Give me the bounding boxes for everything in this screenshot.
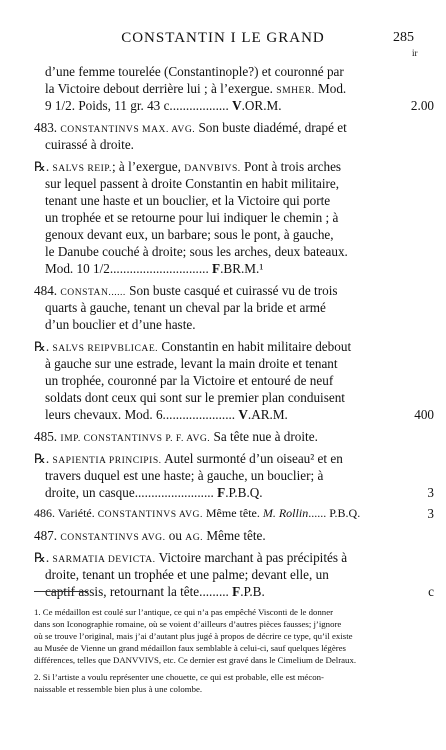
footnote-line: différences, telles que DANVVIVS, etc. Ce dernier est gravé dans le Cimelium de Delraux.: [34, 655, 357, 665]
text-line: sur lequel passent à droite Constantin en habit militaire,: [45, 176, 340, 191]
footnote-line: naissable et ressemble bien plus à une colombe.: [34, 684, 203, 694]
footnote-rule: [34, 591, 88, 592]
text-line: ℞. SARMATIA DEVICTA. Victoire marchant à pas précipités à: [34, 550, 348, 565]
text-line: un trophée, couronné par la Victoire et entouré de neuf: [45, 373, 334, 388]
text-line: 487. CONSTANTINVS AVG. ou AG. Même tête.: [34, 528, 266, 543]
footnote-line: au Musée de Vienne un grand médaillon faux semblable à celui-ci, sauf quelques légères: [34, 643, 346, 653]
value-entry: 2.00: [410, 98, 434, 113]
text-line: à gauche sur une estrade, levant la main droite et tenant: [45, 356, 338, 371]
footnote-line: dans son Iconographie romaine, où se voient d’ailleurs d’autres pièces fausses; j’ignore: [34, 619, 342, 629]
text-line: 484. CONSTAN...... Son buste casqué et cuirassé vu de trois: [34, 283, 338, 298]
text-line: travers duquel est une haste; à gauche, un bouclier; à: [45, 468, 324, 483]
running-title: CONSTANTIN I LE GRAND: [121, 30, 325, 46]
text-line: ℞. SALVS REIPVBLICAE. Constantin en habit militaire debout: [34, 339, 352, 354]
text-line: le Danube couché à droite; sous les arches, deux bateaux.: [45, 244, 348, 259]
text-line: d’un bouclier et d’une haste.: [45, 317, 196, 332]
text-line: un trophée et se retourne pour lui indiquer le chemin ; à: [45, 210, 339, 225]
text-line: 483. CONSTANTINVS MAX. AVG. Son buste diadémé, drapé et: [34, 120, 347, 135]
footnote-line: où se trouve l’original, mais j’ai d’autant plus jugé à propos de décrire ce type, qu’il existe: [34, 631, 353, 641]
text-line: Mod. 10 1/2.............................. F.BR.M.¹: [45, 261, 264, 276]
text-line: ℞. SALVS REIP.; à l’exergue, DANVBIVS. Pont à trois arches: [34, 159, 342, 174]
footnote-line: 2. Si l’artiste a voulu représenter une chouette, ce qui est probable, elle est mécon-: [34, 672, 324, 682]
text-line: 486. Variété. CONSTANTINVS AVG. Même tête. M. Rollin...... P.B.Q.: [34, 506, 361, 520]
text-line: la Victoire debout derrière lui ; à l’exergue. SMHER. Mod.: [45, 81, 347, 96]
value-entry: 3: [427, 506, 434, 521]
text-line: droite, un casque........................ F.P.B.Q.: [45, 485, 263, 500]
value-entry: 400: [414, 407, 434, 422]
text-line: captif assis, retournant la tête......... F.P.B.: [45, 584, 265, 599]
text-line: ℞. SAPIENTIA PRINCIPIS. Autel surmonté d’un oiseau² et en: [34, 451, 343, 466]
text-line: genoux devant eux, un barbare; sous le pont, à gauche,: [45, 227, 334, 242]
value-entry: 3: [427, 485, 434, 500]
text-line: d’une femme tourelée (Constantinople?) et couronné par: [45, 64, 344, 79]
text-line: cuirassé à droite.: [45, 137, 134, 152]
text-line: 485. IMP. CONSTANTINVS P. F. AVG. Sa tête nue à droite.: [34, 429, 318, 444]
text-line: 9 1/2. Poids, 11 gr. 43 c.................. V.OR.M.: [45, 98, 282, 113]
footnote-line: 1. Ce médaillon est coulé sur l’antique, ce qui n’a pas empêché Visconti de le donner: [34, 607, 334, 617]
text-line: quarts à gauche, tenant un cheval par la bride et armé: [45, 300, 326, 315]
corner-mark: ir: [412, 48, 418, 58]
page-number: 285: [393, 30, 414, 45]
text-line: droite, tenant un trophée et une palme; devant elle, un: [45, 567, 329, 582]
text-line: leurs chevaux. Mod. 6...................... V.AR.M.: [45, 407, 288, 422]
value-entry: c: [428, 584, 434, 599]
text-line: tenant une haste et un bouclier, et la Victoire qui porte: [45, 193, 331, 208]
text-line: soldats dont ceux qui sont sur le premier plan conduisent: [45, 390, 345, 405]
